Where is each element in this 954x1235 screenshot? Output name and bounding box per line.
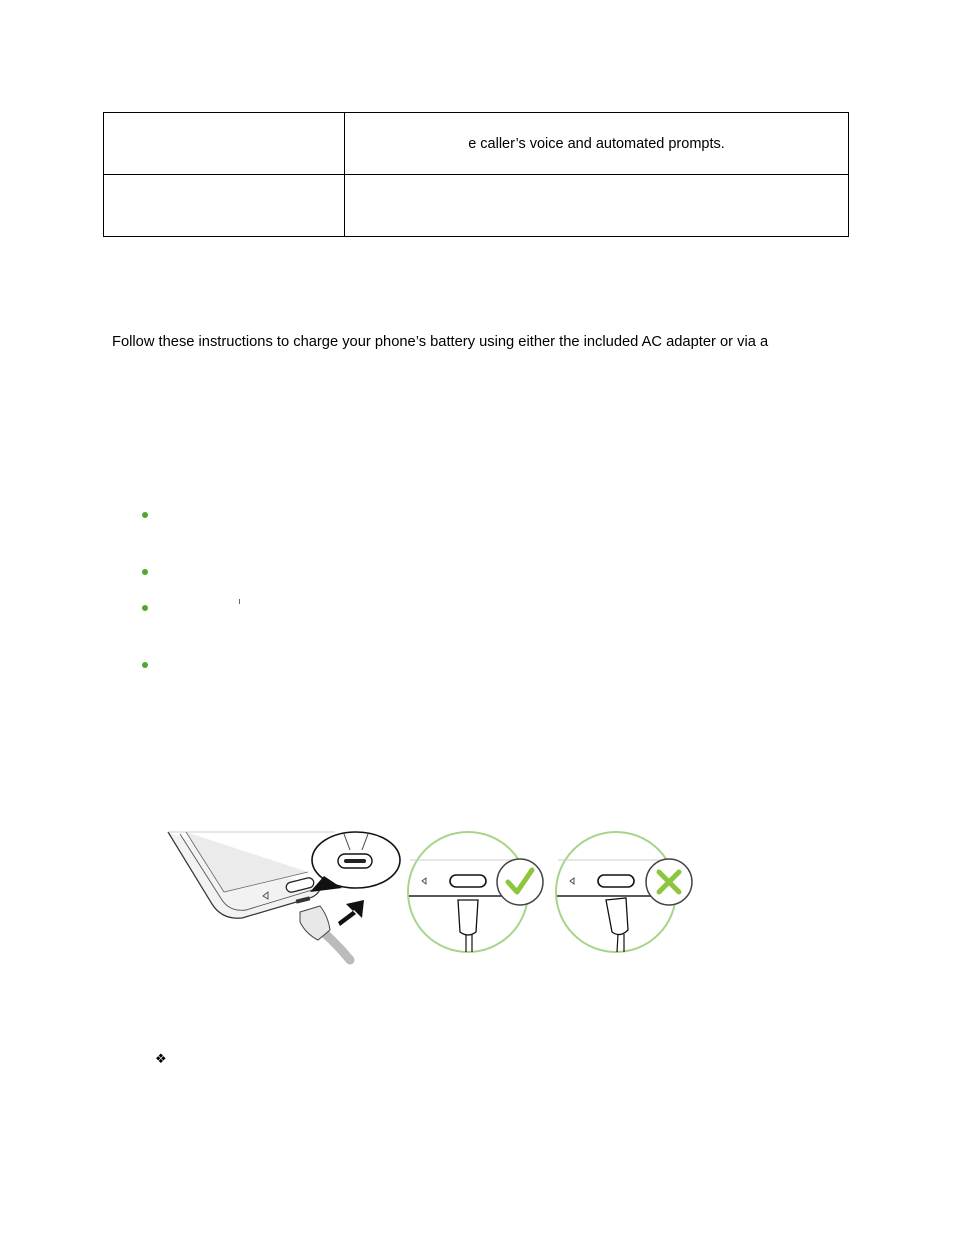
stray-mark: [239, 599, 240, 604]
arrow-up-right-icon: [338, 900, 364, 926]
table-cell-label: [104, 175, 345, 237]
table-row: [104, 175, 849, 237]
list-item-bullet: [142, 662, 148, 668]
list-item-bullet: [142, 512, 148, 518]
charging-illustration: [160, 826, 700, 966]
table-cell-description: [345, 175, 849, 237]
list-item-bullet: [142, 605, 148, 611]
list-item-bullet: [142, 569, 148, 575]
incorrect-insertion: [556, 832, 692, 952]
phone-port-closeup: [168, 832, 400, 960]
table-cell-description: e caller’s voice and automated prompts.: [345, 113, 849, 175]
correct-insertion: [408, 832, 543, 952]
table-row: [104, 113, 849, 175]
intro-paragraph: Follow these instructions to charge your phone’s battery using either the included AC adapter or via a: [112, 334, 769, 350]
table-cell-label: [104, 113, 345, 175]
info-table: [103, 112, 849, 237]
note-bullet-icon: ❖: [155, 1051, 167, 1066]
